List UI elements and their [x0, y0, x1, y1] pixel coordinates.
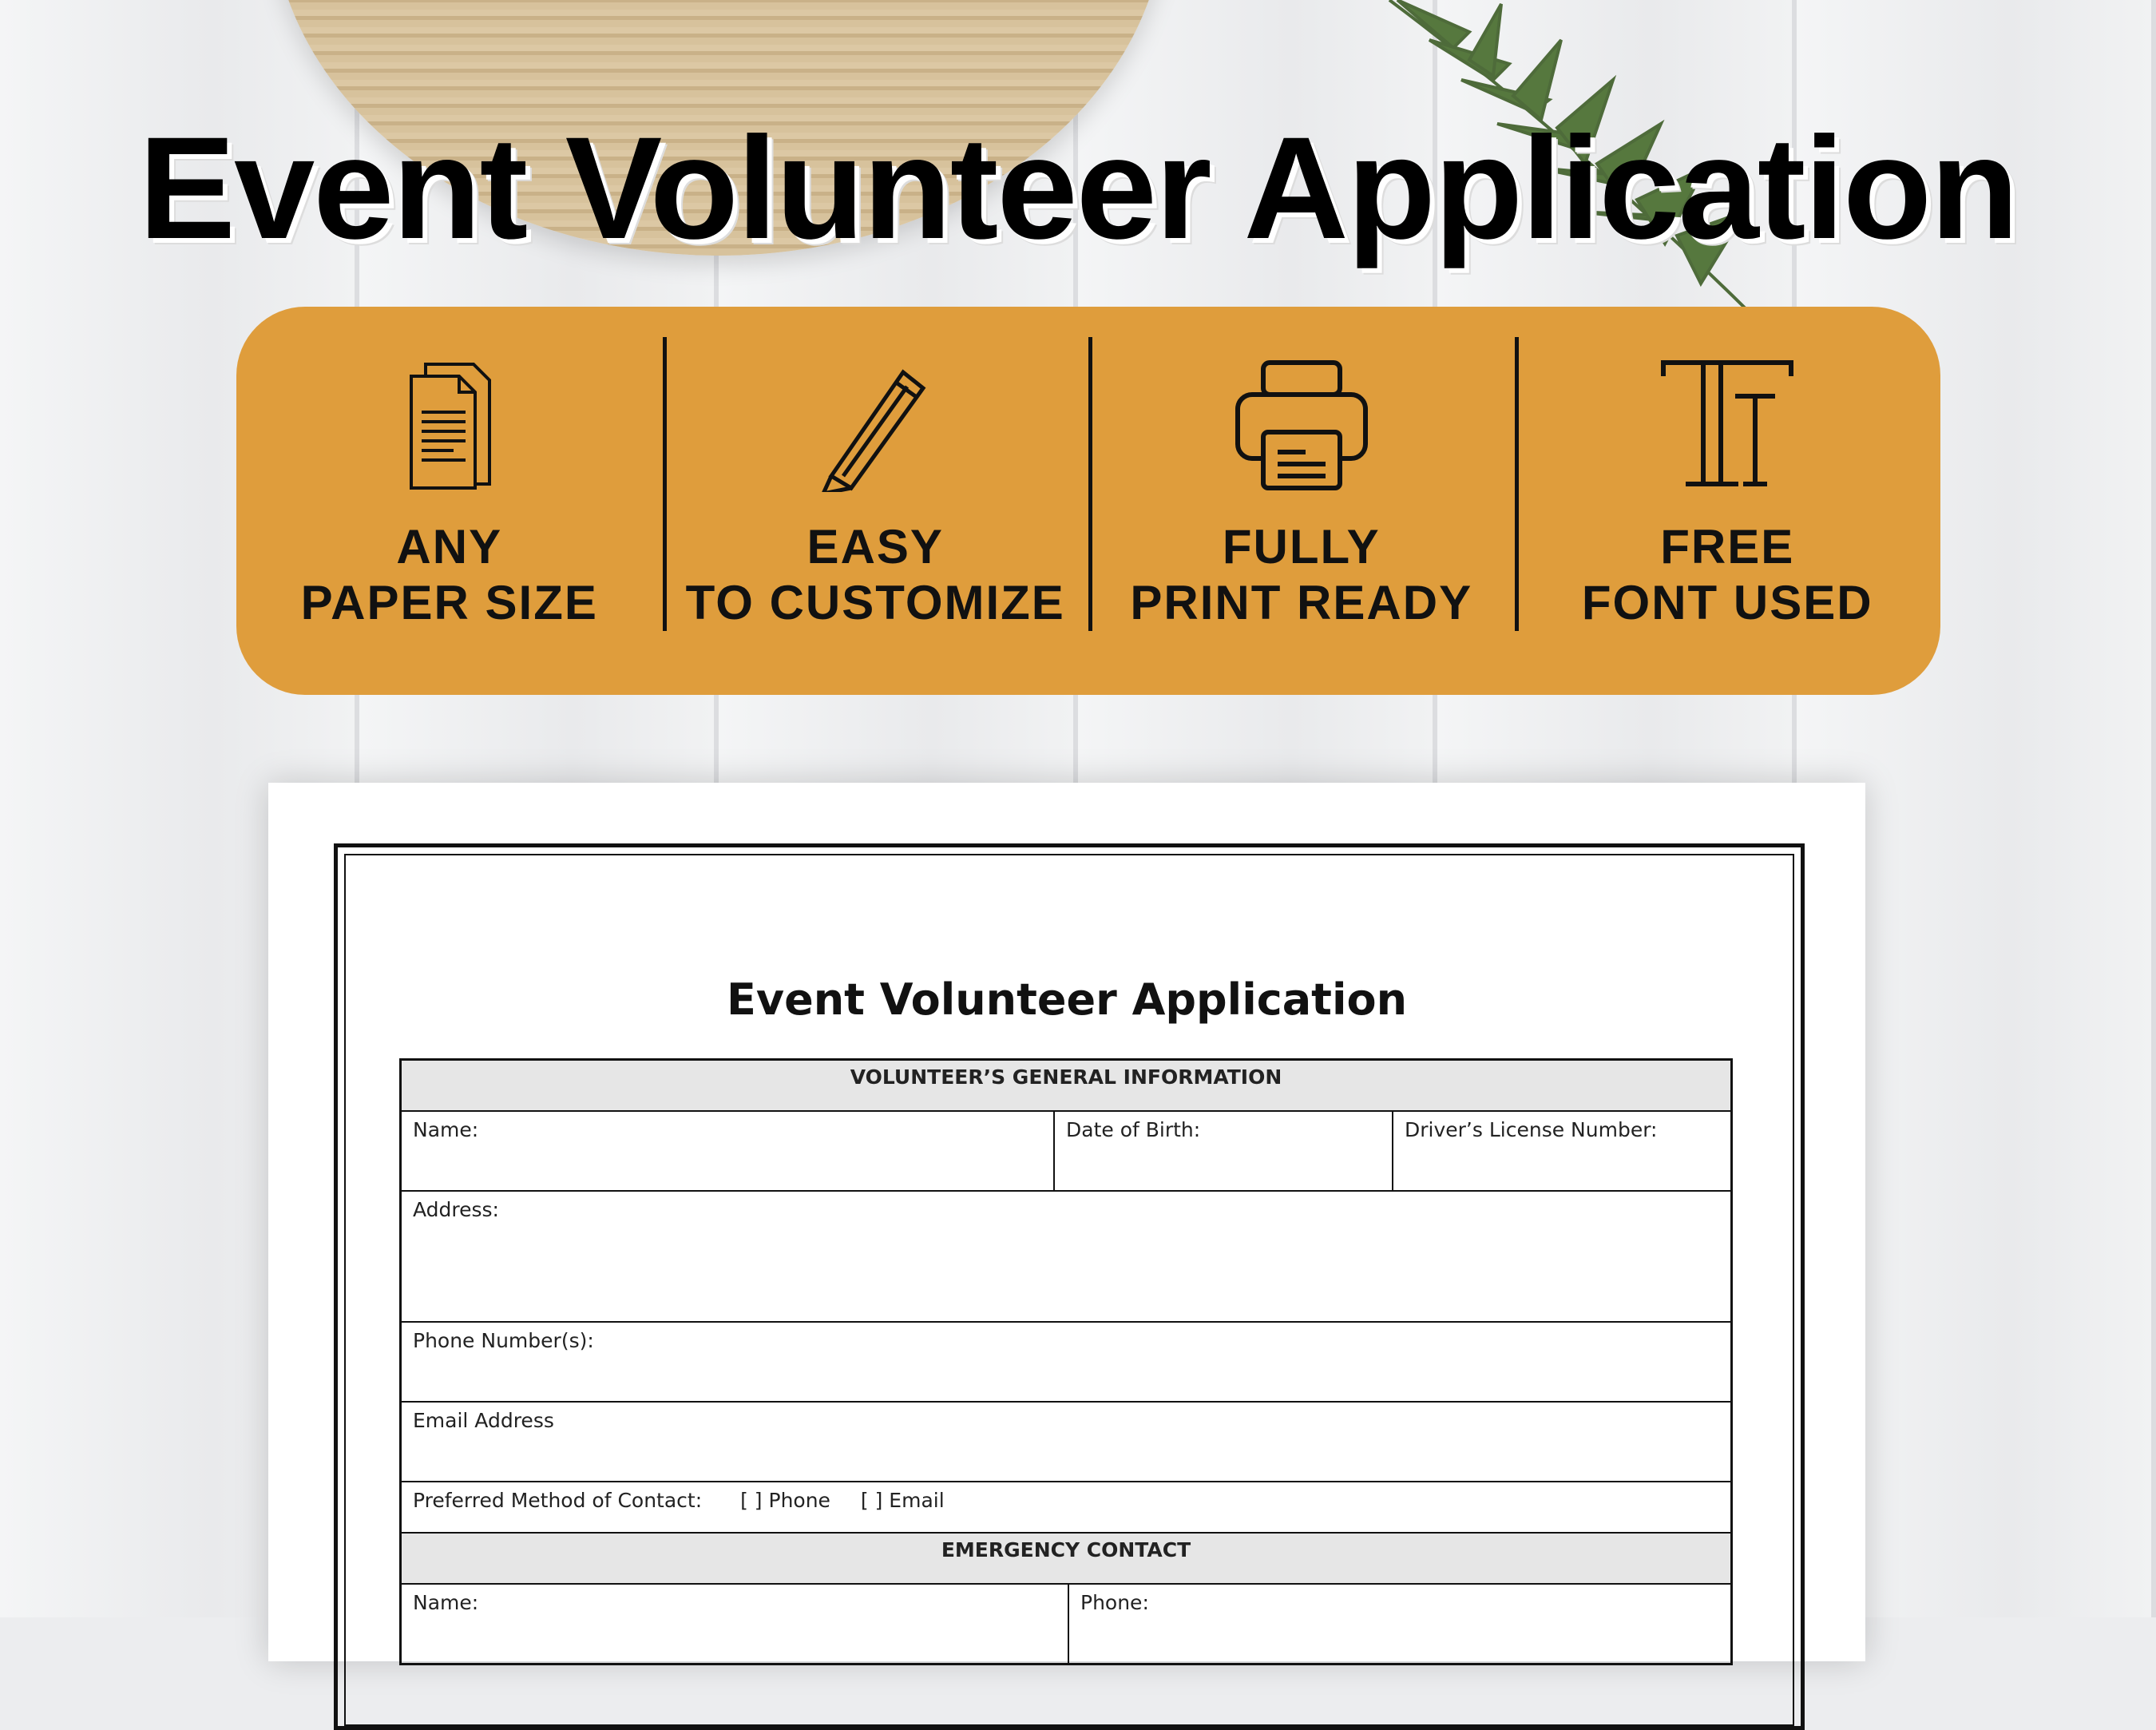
form-row: [402, 1110, 1730, 1190]
feature-print-ready: [1088, 307, 1515, 695]
email-address-field[interactable]: Email Address: [413, 1409, 554, 1432]
date-of-birth-field[interactable]: Date of Birth:: [1053, 1112, 1392, 1190]
form-row: [402, 1481, 1730, 1532]
form-row: [402, 1190, 1730, 1321]
form-row: [402, 1321, 1730, 1401]
emergency-phone-field[interactable]: Phone:: [1068, 1585, 1730, 1663]
feature-line-2: PRINT READY: [1130, 576, 1473, 629]
feature-line-1: ANY: [396, 520, 503, 573]
address-field[interactable]: Address:: [413, 1198, 499, 1221]
document-preview: [268, 783, 1865, 1661]
emergency-name-field[interactable]: Name:: [413, 1591, 479, 1614]
name-field[interactable]: Name:: [413, 1118, 479, 1141]
feature-line-2: TO CUSTOMIZE: [685, 576, 1065, 629]
document-icon: [374, 356, 525, 492]
pencil-icon: [799, 356, 951, 492]
section-general-information: VOLUNTEER’S GENERAL INFORMATION: [402, 1061, 1730, 1110]
feature-line-2: PAPER SIZE: [300, 576, 598, 629]
feature-line-1: EASY: [807, 520, 944, 573]
contact-phone-checkbox[interactable]: [ ] Phone: [740, 1489, 830, 1512]
preferred-contact-label: Preferred Method of Contact:: [413, 1489, 703, 1512]
contact-email-checkbox[interactable]: [ ] Email: [860, 1489, 945, 1512]
feature-line-1: FULLY: [1222, 520, 1381, 573]
feature-line-1: FREE: [1660, 520, 1795, 573]
document-title: Event Volunteer Application: [726, 974, 1408, 1025]
feature-customize: [663, 307, 1089, 695]
printer-icon: [1226, 356, 1377, 492]
phone-number-field[interactable]: Phone Number(s):: [413, 1329, 594, 1352]
feature-line-2: FONT USED: [1581, 576, 1873, 629]
form-row: [402, 1401, 1730, 1481]
form-section-header: [402, 1532, 1730, 1583]
form-section-header: [402, 1061, 1730, 1110]
feature-free-font: [1515, 307, 1941, 695]
application-form: [399, 1058, 1733, 1665]
font-icon: [1651, 356, 1803, 492]
section-emergency-contact: EMERGENCY CONTACT: [402, 1534, 1730, 1583]
page-title: Event Volunteer Application: [138, 106, 2018, 269]
feature-paper-size: [236, 307, 663, 695]
features-banner: [236, 307, 1940, 695]
preferred-contact-field: [402, 1482, 1730, 1532]
drivers-license-field[interactable]: Driver’s License Number:: [1392, 1112, 1730, 1190]
form-row: [402, 1583, 1730, 1663]
